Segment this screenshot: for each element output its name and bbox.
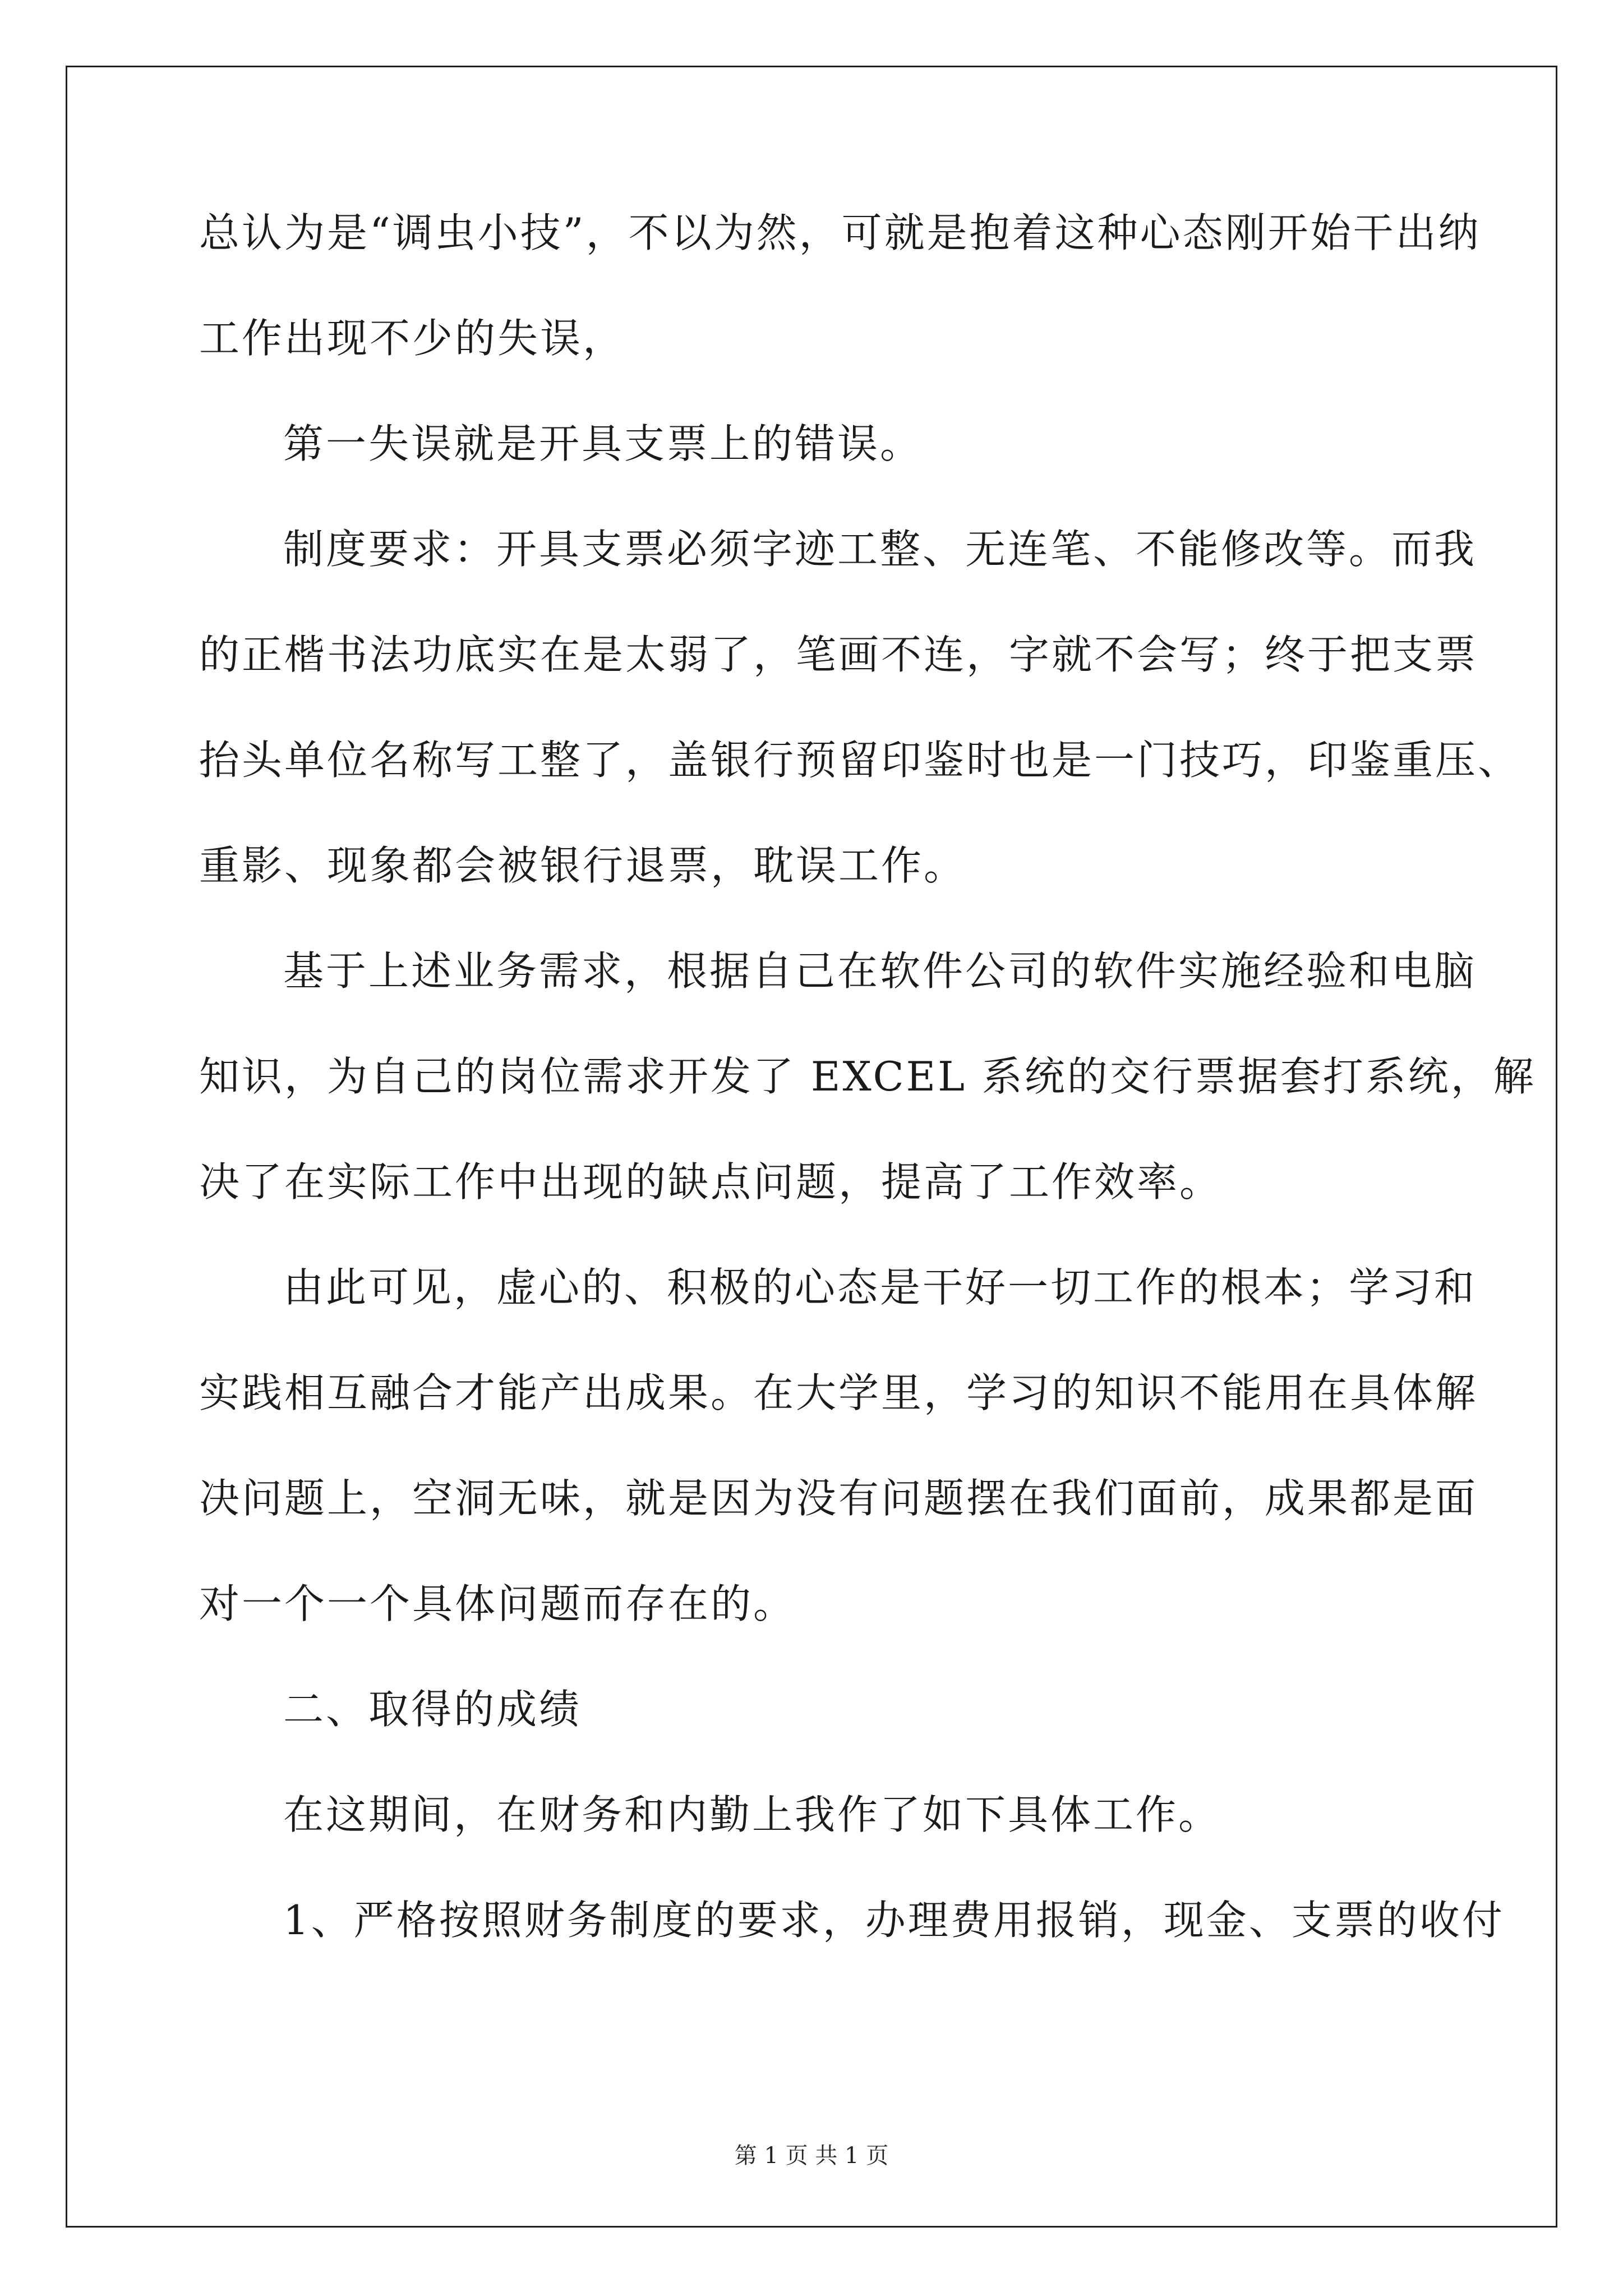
text-line: 决了在实际工作中出现的缺点问题，提高了工作效率。 [199,1158,1223,1205]
text-line: 工作出现不少的失误， [199,315,626,362]
text-line: 知识，为自己的岗位需求开发了 EXCEL 系统的交行票据套打系统，解 [199,1053,1536,1100]
text-line: 的正楷书法功底实在是太弱了，笔画不连，字就不会写；终于把支票 [199,631,1478,678]
page-footer: 第 1 页 共 1 页 [734,2143,889,2169]
paragraph-line: 由此可见，虚心的、积极的心态是干好一切工作的根本；学习和 [283,1264,1477,1311]
section-heading: 二、取得的成绩 [283,1686,582,1733]
paragraph-line: 在这期间，在财务和内勤上我作了如下具体工作。 [283,1791,1221,1838]
paragraph-line: 制度要求：开具支票必须字迹工整、无连笔、不能修改等。而我 [283,526,1477,573]
text-line: 重影、现象都会被银行退票，耽误工作。 [199,842,967,889]
text-line: 决问题上，空洞无味，就是因为没有问题摆在我们面前，成果都是面 [199,1475,1478,1522]
text-line: 抬头单位名称写工整了，盖银行预留印鉴时也是一门技巧，印鉴重压、 [199,737,1521,784]
text-line: 总认为是“调虫小技”，不以为然，可就是抱着这种心态刚开始干出纳 [199,209,1481,256]
paragraph-line: 第一失误就是开具支票上的错误。 [283,420,923,467]
text-line: 实践相互融合才能产出成果。在大学里，学习的知识不能用在具体解 [199,1369,1478,1416]
paragraph-line: 基于上述业务需求，根据自己在软件公司的软件实施经验和电脑 [283,947,1477,995]
text-line: 对一个一个具体问题而存在的。 [199,1580,796,1627]
paragraph-line: 1、严格按照财务制度的要求，办理费用报销，现金、支票的收付 [283,1897,1505,1944]
